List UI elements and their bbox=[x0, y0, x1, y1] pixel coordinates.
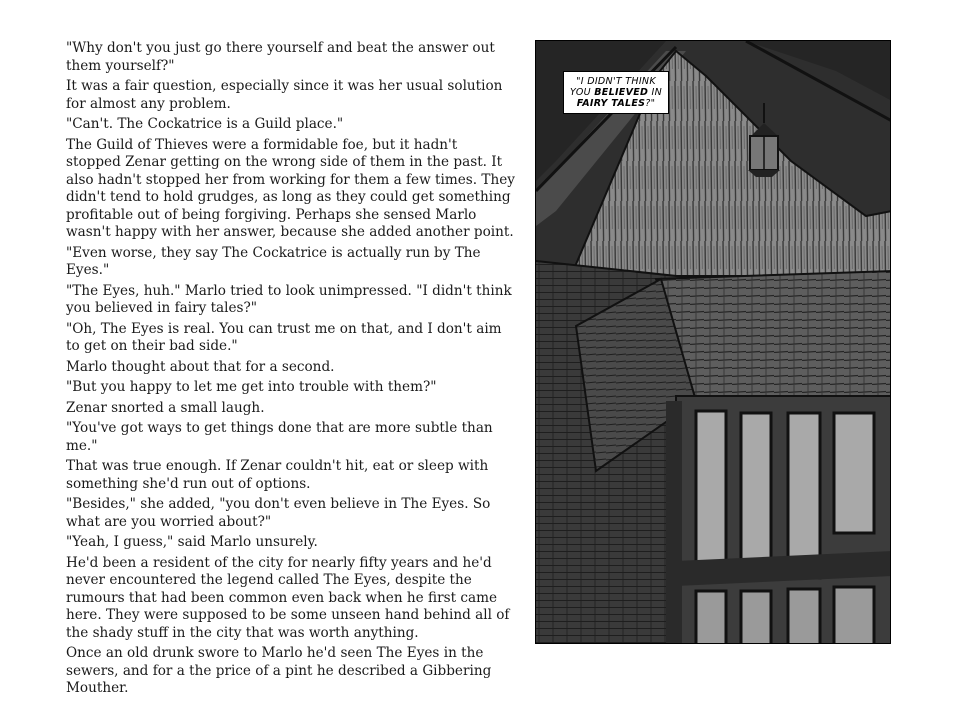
building-illustration bbox=[536, 41, 891, 644]
paragraph: "You've got ways to get things done that are more subtle than me." bbox=[66, 420, 493, 454]
paragraph: The Guild of Thieves were a formidable foe, but it hadn't stopped Zenar getting on the wrong side of them in the past. It also hadn't stopped her from working for them a few times. They didn't tend to hold grudges, as long as they could get something profitable out of being forgiving. Perhaps she sensed Marlo wasn't happy with her answer, because she added another point. bbox=[66, 136, 515, 240]
paragraph: He'd been a resident of the city for nearly fifty years and he'd never encountered the legend called The Eyes, despite the rumours that had been common even back when he first came here. They were supposed to be some unseen hand behind all of the shady stuff in the city that was worth anything. bbox=[66, 554, 510, 641]
caption-line bbox=[567, 98, 665, 109]
paragraph: Zenar snorted a small laugh. bbox=[66, 399, 265, 416]
story-text bbox=[66, 40, 516, 701]
paragraph: "Oh, The Eyes is real. You can trust me on that, and I don't aim to get on their bad side." bbox=[66, 320, 502, 354]
paragraph: "Can't. The Cockatrice is a Guild place." bbox=[66, 116, 344, 132]
comic-panel bbox=[535, 40, 891, 644]
caption-text: YOU bbox=[569, 87, 595, 98]
paragraph: Marlo thought about that for a second. bbox=[66, 358, 335, 375]
paragraph: "The Eyes, huh." Marlo tried to look unimpressed. "I didn't think you believed in fairy tales?" bbox=[66, 282, 512, 316]
caption-line: "I DIDN'T THINK bbox=[576, 76, 656, 87]
paragraph: Once an old drunk swore to Marlo he'd seen The Eyes in the sewers, and for a the price of a pint he described a Gibbering Mouther. bbox=[66, 645, 492, 696]
paragraph: "But you happy to let me get into trouble with them?" bbox=[66, 379, 437, 395]
paragraph: "Even worse, they say The Cockatrice is actually run by The Eyes." bbox=[66, 244, 481, 278]
paragraph: "Yeah, I guess," said Marlo unsurely. bbox=[66, 534, 318, 550]
paragraph: "Besides," she added, "you don't even believe in The Eyes. So what are you worried about?" bbox=[66, 496, 491, 530]
paragraph: It was a fair question, especially since it was her usual solution for almost any problem. bbox=[66, 78, 503, 112]
caption-line bbox=[567, 87, 665, 98]
paragraph: "Why don't you just go there yourself and beat the answer out them yourself?" bbox=[66, 40, 495, 74]
caption-text: IN bbox=[648, 87, 663, 98]
paragraph: That was true enough. If Zenar couldn't hit, eat or sleep with something she'd run out of options. bbox=[66, 458, 489, 492]
caption-text: ?" bbox=[645, 98, 656, 109]
speech-caption bbox=[563, 71, 669, 114]
caption-emphasis: BELIEVED bbox=[594, 87, 649, 98]
caption-emphasis: FAIRY TALES bbox=[576, 98, 646, 109]
